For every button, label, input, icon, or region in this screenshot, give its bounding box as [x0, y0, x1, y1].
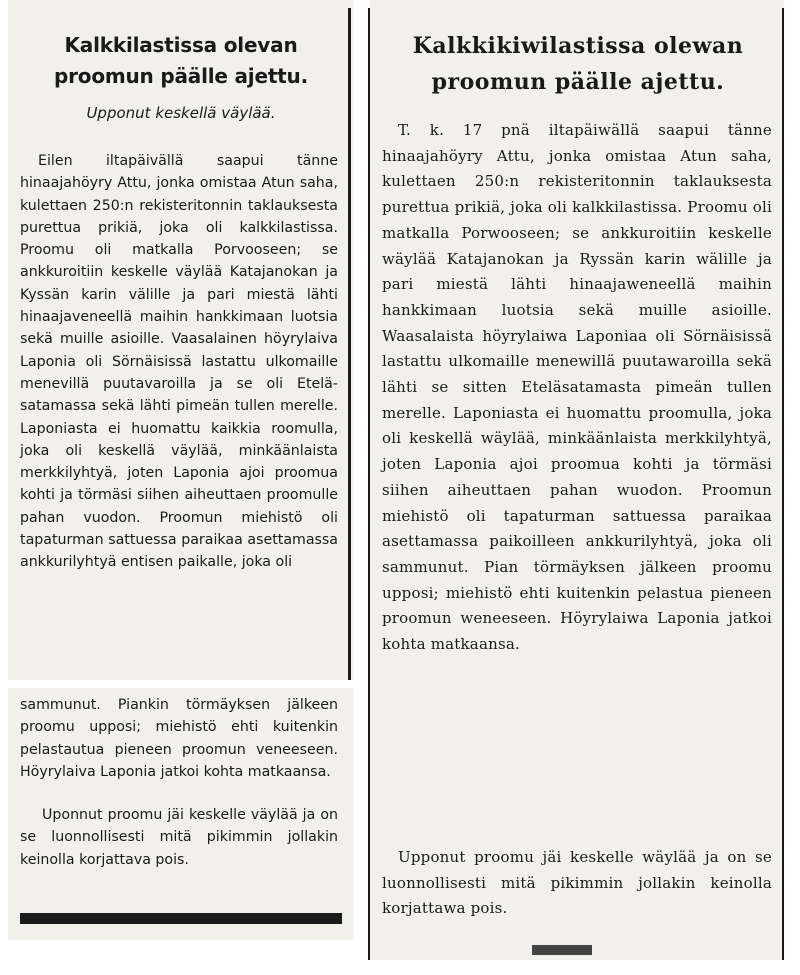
right-paragraph-2: Upponut proomu jäi keskelle wäylää ja on se luonnollisesti mitä pikimmin jollakin keinolla korjattawa pois. — [382, 848, 772, 918]
left-paragraph-2: sammunut. Piankin törmäyksen jälkeen proomu upposi; miehistö ehti kuitenkin pelastautua pieneen proomun veneeseen. Höyrylaiva Laponia jatkoi kohta matkaansa. — [20, 697, 338, 780]
column-clipping-gap — [8, 680, 353, 688]
left-column-border — [348, 8, 351, 680]
left-end-rule — [20, 913, 342, 924]
left-paragraph-3: Uponnut proomu jäi keskelle väylää ja on se luonnollisesti mitä pikimmin jollakin keinolla korjattava pois. — [20, 807, 338, 868]
left-paragraph-1: Eilen iltapäivällä saapui tänne hinaajahöyry Attu, jonka omistaa Atun saha, kulettaen 250:n rekisteritonnin taklauksesta purettua prikiä, joka oli kalkkilastissa. Proomu oli matkalla Porvooseen; se ankkuroitiin keskelle väylää Katajanokan ja Kyssän karin välille ja pari miestä lähti hinaajaveneellä maihin hankkimaan luotsia sekä muille asioille. Vaasalainen höyrylaiva Laponia oli Sörnäisissä lastattu ulkomaille menevillä puutavaroilla ja se oli Etelä-satamassa sekä lähti pimeän tullen merelle. Laponiasta ei huomattu kaikkia roomulla, joka oli keskellä väylää, minkäänlaista merkkilyhtyä, joten Laponia ajoi proomua kohti ja törmäsi siihen aiheuttaen proomulle pahan vuodon. Proomun miehistö oli tapaturman sattuessa paraikaa asettamassa ankkurilyhtyä entisen paikalle, joka oli — [20, 153, 338, 571]
right-paragraph-1: T. k. 17 pnä iltapäiwällä saapui tänne hinaajahöyry Attu, jonka omistaa Atun saha, kulettaen 250:n rekisteritonnin taklauksesta purettua prikiä, joka oli kalkkilastissa. Proomu oli matkalla Porwooseen; se ankkuroitiin keskelle wäylää Katajanokan ja Ryssän karin wälille ja pari miestä lähti hinaajaweneellä maihin hankkimaan luotsia sekä muille asioille. Waasalaista höyrylaiwa Laponiaa oli Sörnäisissä lastattu ulkomaille menewillä puutawaroilla sekä lähti se sitten Eteläsatamasta pimeän tullen merelle. Laponiasta ei huomattu proomulla, joka oli keskellä wäylää, minkäänlaista merkkilyhtyä, joten Laponia ajoi proomua kohti ja törmäsi siihen aiheuttaen pahan wuodon. Proomun miehistö oli tapaturman sattuessa paraikaa asettamassa paikoilleen ankkurilyhtyä, joka oli sammunut. Pian törmäyksen jälkeen proomu upposi; miehistö ehti kuitenkin pelastua pieneen proomun weneeseen. Höyrylaiwa Laponia jatkoi kohta matkaansa. — [382, 121, 772, 654]
right-headline: Kalkkikiwilastissa olewan proomun päälle ajettu. — [412, 33, 744, 95]
left-headline: Kalkkilastissa olevan proomun päälle ajettu. — [54, 33, 308, 88]
right-column-right-border — [782, 8, 784, 960]
left-subheadline: Upponut keskellä väylää. — [86, 104, 276, 122]
right-column-left-border — [368, 8, 370, 960]
right-end-mark — [532, 945, 592, 955]
